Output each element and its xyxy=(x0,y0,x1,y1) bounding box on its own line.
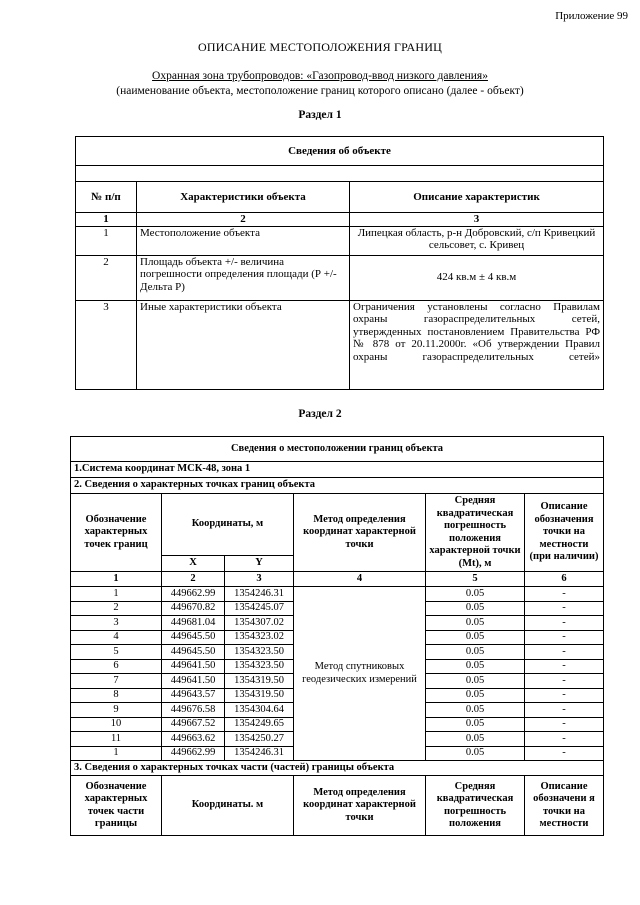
point-mt: 0.05 xyxy=(426,746,525,761)
point-id: 9 xyxy=(71,703,162,718)
header-accuracy: Средняя квадратическая погрешность положения характерной точки (Mt), м xyxy=(426,494,525,572)
point-mt: 0.05 xyxy=(426,659,525,674)
point-x: 449641.50 xyxy=(162,674,225,689)
point-y: 1354250.27 xyxy=(225,732,294,747)
boundary-title: Сведения о местоположении границ объекта xyxy=(71,437,604,462)
object-name xyxy=(0,70,640,82)
point-id: 1 xyxy=(71,587,162,602)
point-desc: - xyxy=(525,659,604,674)
point-y: 1354307.02 xyxy=(225,616,294,631)
row-number: 3 xyxy=(76,300,137,389)
parts-header-accuracy: Средняя квадратическая погрешность положения xyxy=(426,776,525,836)
table-row xyxy=(76,226,604,255)
boundary-table xyxy=(70,436,604,836)
point-x: 449645.50 xyxy=(162,645,225,660)
point-y: 1354249.65 xyxy=(225,717,294,732)
col-number: 6 xyxy=(525,572,604,587)
table-row xyxy=(76,255,604,300)
point-x: 449667.52 xyxy=(162,717,225,732)
point-mt: 0.05 xyxy=(426,601,525,616)
point-mt: 0.05 xyxy=(426,703,525,718)
parts-header-point: Обозначение характерных точек части границы xyxy=(71,776,162,836)
point-x: 449641.50 xyxy=(162,659,225,674)
point-desc: - xyxy=(525,674,604,689)
point-id: 10 xyxy=(71,717,162,732)
col-number: 4 xyxy=(294,572,426,587)
point-y: 1354319.50 xyxy=(225,688,294,703)
parts-header-description: Описание обозначени я точки на местности xyxy=(525,776,604,836)
header-x: X xyxy=(162,556,225,572)
point-mt: 0.05 xyxy=(426,587,525,602)
header-point: Обозначение характерных точек границ xyxy=(71,494,162,572)
point-y: 1354304.64 xyxy=(225,703,294,718)
points-title: 2. Сведения о характерных точках границ объекта xyxy=(71,478,604,494)
object-info-table xyxy=(75,136,604,390)
row-number: 1 xyxy=(76,226,137,255)
point-y: 1354319.50 xyxy=(225,674,294,689)
row-name: Местоположение объекта xyxy=(137,226,350,255)
header-y: Y xyxy=(225,556,294,572)
header-description: Описание обозначения точки на местности (при наличии) xyxy=(525,494,604,572)
col-number: 5 xyxy=(426,572,525,587)
point-y: 1354246.31 xyxy=(225,587,294,602)
col-number: 2 xyxy=(162,572,225,587)
table-row xyxy=(71,587,604,602)
header-description: Описание характеристик xyxy=(350,182,604,213)
col-number: 1 xyxy=(71,572,162,587)
point-x: 449662.99 xyxy=(162,587,225,602)
point-desc: - xyxy=(525,630,604,645)
point-id: 8 xyxy=(71,688,162,703)
row-name: Иные характеристики объекта xyxy=(137,300,350,389)
point-y: 1354323.50 xyxy=(225,659,294,674)
point-y: 1354323.50 xyxy=(225,645,294,660)
point-x: 449676.58 xyxy=(162,703,225,718)
parts-title: 3. Сведения о характерных точках части (частей) границы объекта xyxy=(71,761,604,776)
header-method: Метод определения координат характерной точки xyxy=(294,494,426,572)
point-y: 1354323.02 xyxy=(225,630,294,645)
document-title: ОПИСАНИЕ МЕСТОПОЛОЖЕНИЯ ГРАНИЦ xyxy=(198,40,442,54)
row-desc: Липецкая область, р-н Добровский, с/п Кривецкий сельсовет, с. Кривец xyxy=(350,226,604,255)
col-number: 3 xyxy=(225,572,294,587)
point-x: 449681.04 xyxy=(162,616,225,631)
table-row xyxy=(76,300,604,389)
point-desc: - xyxy=(525,703,604,718)
point-desc: - xyxy=(525,616,604,631)
point-id: 6 xyxy=(71,659,162,674)
appendix-label: Приложение 99 xyxy=(555,10,628,22)
object-info-title: Сведения об объекте xyxy=(76,137,604,166)
row-desc: Ограничения установлены согласно Правилам охраны газораспределительных сетей, утвержденных постановлением Правительства РФ № 878 от 20.11.2000г. «Об утверждении Правил охраны газораспределительных сетей» xyxy=(350,300,604,389)
point-id: 4 xyxy=(71,630,162,645)
point-mt: 0.05 xyxy=(426,630,525,645)
point-x: 449663.62 xyxy=(162,732,225,747)
method-value: Метод спутниковых геодезических измерений xyxy=(294,587,426,761)
header-characteristic: Характеристики объекта xyxy=(137,182,350,213)
point-mt: 0.05 xyxy=(426,674,525,689)
col-number: 1 xyxy=(76,213,137,227)
point-id: 7 xyxy=(71,674,162,689)
point-mt: 0.05 xyxy=(426,688,525,703)
point-y: 1354245.07 xyxy=(225,601,294,616)
point-desc: - xyxy=(525,587,604,602)
parts-header-coords: Координаты. м xyxy=(162,776,294,836)
point-id: 3 xyxy=(71,616,162,631)
row-name: Площадь объекта +/- величина погрешности определения площади (Р +/- Дельта Р) xyxy=(137,255,350,300)
point-mt: 0.05 xyxy=(426,645,525,660)
section2-label: Раздел 2 xyxy=(298,408,342,420)
point-desc: - xyxy=(525,732,604,747)
col-number: 3 xyxy=(350,213,604,227)
section1-label: Раздел 1 xyxy=(298,109,342,121)
col-number: 2 xyxy=(137,213,350,227)
point-mt: 0.05 xyxy=(426,732,525,747)
point-x: 449643.57 xyxy=(162,688,225,703)
header-coords: Координаты, м xyxy=(162,494,294,556)
object-name-text: Охранная зона трубопроводов: «Газопровод-ввод низкого давления» xyxy=(152,70,488,82)
spacer-row xyxy=(76,166,604,182)
point-id: 5 xyxy=(71,645,162,660)
object-note: (наименование объекта, местоположение границ которого описано (далее - объект) xyxy=(116,85,524,97)
point-desc: - xyxy=(525,601,604,616)
parts-header-method: Метод определения координат характерной точки xyxy=(294,776,426,836)
point-x: 449670.82 xyxy=(162,601,225,616)
header-number: № п/п xyxy=(76,182,137,213)
point-x: 449645.50 xyxy=(162,630,225,645)
point-x: 449662.99 xyxy=(162,746,225,761)
point-desc: - xyxy=(525,688,604,703)
point-desc: - xyxy=(525,645,604,660)
point-mt: 0.05 xyxy=(426,616,525,631)
point-desc: - xyxy=(525,746,604,761)
point-y: 1354246.31 xyxy=(225,746,294,761)
point-id: 11 xyxy=(71,732,162,747)
row-number: 2 xyxy=(76,255,137,300)
point-desc: - xyxy=(525,717,604,732)
point-id: 1 xyxy=(71,746,162,761)
row-desc: 424 кв.м ± 4 кв.м xyxy=(350,255,604,300)
point-id: 2 xyxy=(71,601,162,616)
point-mt: 0.05 xyxy=(426,717,525,732)
coord-system: 1.Система координат МСК-48, зона 1 xyxy=(71,462,604,478)
